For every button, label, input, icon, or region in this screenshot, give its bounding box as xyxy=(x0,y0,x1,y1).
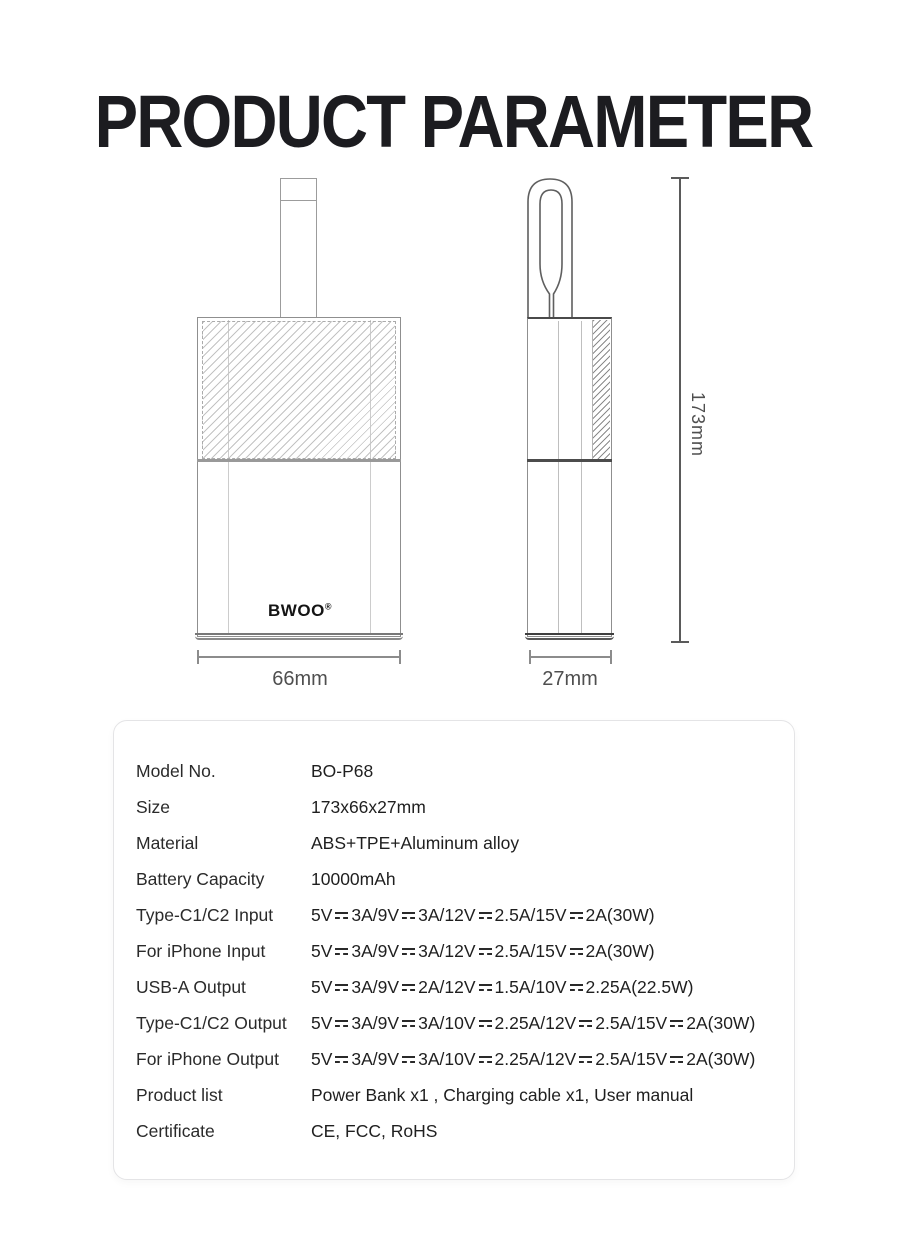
dimension-tick xyxy=(671,641,689,643)
dc-voltage-icon xyxy=(478,1055,493,1066)
dimension-tick xyxy=(197,650,199,664)
front-width-label: 66mm xyxy=(272,668,328,690)
side-view-grip-texture xyxy=(592,320,610,459)
spec-value: 5V 3A/9V 3A/12V 2.5A/15V 2A(30W) xyxy=(311,904,655,925)
spec-row xyxy=(136,1077,776,1113)
brand-logo-text: BWOO xyxy=(268,601,325,620)
spec-value: BO-P68 xyxy=(311,760,374,781)
dc-voltage-icon xyxy=(669,1055,684,1066)
spec-label: Size xyxy=(136,796,171,817)
spec-label: Battery Capacity xyxy=(136,868,265,889)
width-dimension-line-front xyxy=(198,656,400,658)
spec-label: Material xyxy=(136,832,199,853)
spec-value: 5V 3A/9V 3A/12V 2.5A/15V 2A(30W) xyxy=(311,940,655,961)
dimension-tick xyxy=(610,650,612,664)
dc-voltage-icon xyxy=(478,947,493,958)
spec-value: 5V 3A/9V 3A/10V 2.25A/12V 2.5A/15V 2A(30W) xyxy=(311,1012,756,1033)
dimension-tick xyxy=(671,177,689,179)
brand-logo xyxy=(250,601,350,621)
spec-table xyxy=(136,753,776,1149)
spec-value: 5V 3A/9V 2A/12V 1.5A/10V 2.25A(22.5W) xyxy=(311,976,694,997)
side-width-label: 27mm xyxy=(542,668,598,690)
side-view-panel-line xyxy=(581,321,582,634)
spec-card xyxy=(113,720,795,1180)
side-view-divider-line xyxy=(527,459,612,462)
spec-row xyxy=(136,789,776,825)
width-dimension-line-side xyxy=(530,656,611,658)
spec-row xyxy=(136,969,776,1005)
spec-row xyxy=(136,933,776,969)
dc-voltage-icon xyxy=(478,1019,493,1030)
dc-voltage-icon xyxy=(334,983,349,994)
spec-label: Product list xyxy=(136,1084,223,1105)
dc-voltage-icon xyxy=(401,1055,416,1066)
front-view-strap xyxy=(280,178,317,318)
front-view-divider-line xyxy=(197,459,401,462)
dc-voltage-icon xyxy=(401,983,416,994)
registered-mark: ® xyxy=(324,601,332,612)
dc-voltage-icon xyxy=(334,1019,349,1030)
spec-row xyxy=(136,1041,776,1077)
spec-label: For iPhone Input xyxy=(136,940,266,961)
spec-row xyxy=(136,753,776,789)
dc-voltage-icon xyxy=(478,983,493,994)
spec-row xyxy=(136,1113,776,1149)
dc-voltage-icon xyxy=(401,1019,416,1030)
spec-label: Type-C1/C2 Output xyxy=(136,1012,287,1033)
dc-voltage-icon xyxy=(401,947,416,958)
side-view-panel-line xyxy=(558,321,559,634)
spec-label: Model No. xyxy=(136,760,216,781)
dc-voltage-icon xyxy=(478,911,493,922)
dc-voltage-icon xyxy=(569,947,584,958)
dc-voltage-icon xyxy=(569,911,584,922)
dc-voltage-icon xyxy=(334,1055,349,1066)
side-view-bottom-edge xyxy=(525,633,614,640)
dc-voltage-icon xyxy=(334,947,349,958)
page-title: PRODUCT PARAMETER xyxy=(94,80,813,163)
spec-row xyxy=(136,861,776,897)
dimension-tick xyxy=(399,650,401,664)
dc-voltage-icon xyxy=(669,1019,684,1030)
side-view-handle xyxy=(520,176,584,318)
front-view-strap-cap-line xyxy=(281,200,316,201)
spec-value: 5V 3A/9V 3A/10V 2.25A/12V 2.5A/15V 2A(30W) xyxy=(311,1048,756,1069)
spec-row xyxy=(136,897,776,933)
spec-label: USB-A Output xyxy=(136,976,246,997)
spec-label: Certificate xyxy=(136,1120,215,1141)
front-view-bottom-edge xyxy=(195,633,403,640)
spec-value: 173x66x27mm xyxy=(311,796,426,817)
spec-value: Power Bank x1 , Charging cable x1, User manual xyxy=(311,1084,694,1105)
spec-label: Type-C1/C2 Input xyxy=(136,904,274,925)
spec-value: 10000mAh xyxy=(311,868,396,889)
dc-voltage-icon xyxy=(578,1019,593,1030)
spec-value: ABS+TPE+Aluminum alloy xyxy=(311,832,520,853)
dc-voltage-icon xyxy=(578,1055,593,1066)
spec-row xyxy=(136,825,776,861)
dc-voltage-icon xyxy=(401,911,416,922)
front-view-hatched-panel xyxy=(202,321,396,459)
height-label: 173mm xyxy=(688,392,708,458)
height-dimension-line xyxy=(679,178,681,642)
spec-value: CE, FCC, RoHS xyxy=(311,1120,438,1141)
spec-label: For iPhone Output xyxy=(136,1048,279,1069)
spec-row xyxy=(136,1005,776,1041)
dc-voltage-icon xyxy=(334,911,349,922)
dimension-tick xyxy=(529,650,531,664)
dc-voltage-icon xyxy=(569,983,584,994)
